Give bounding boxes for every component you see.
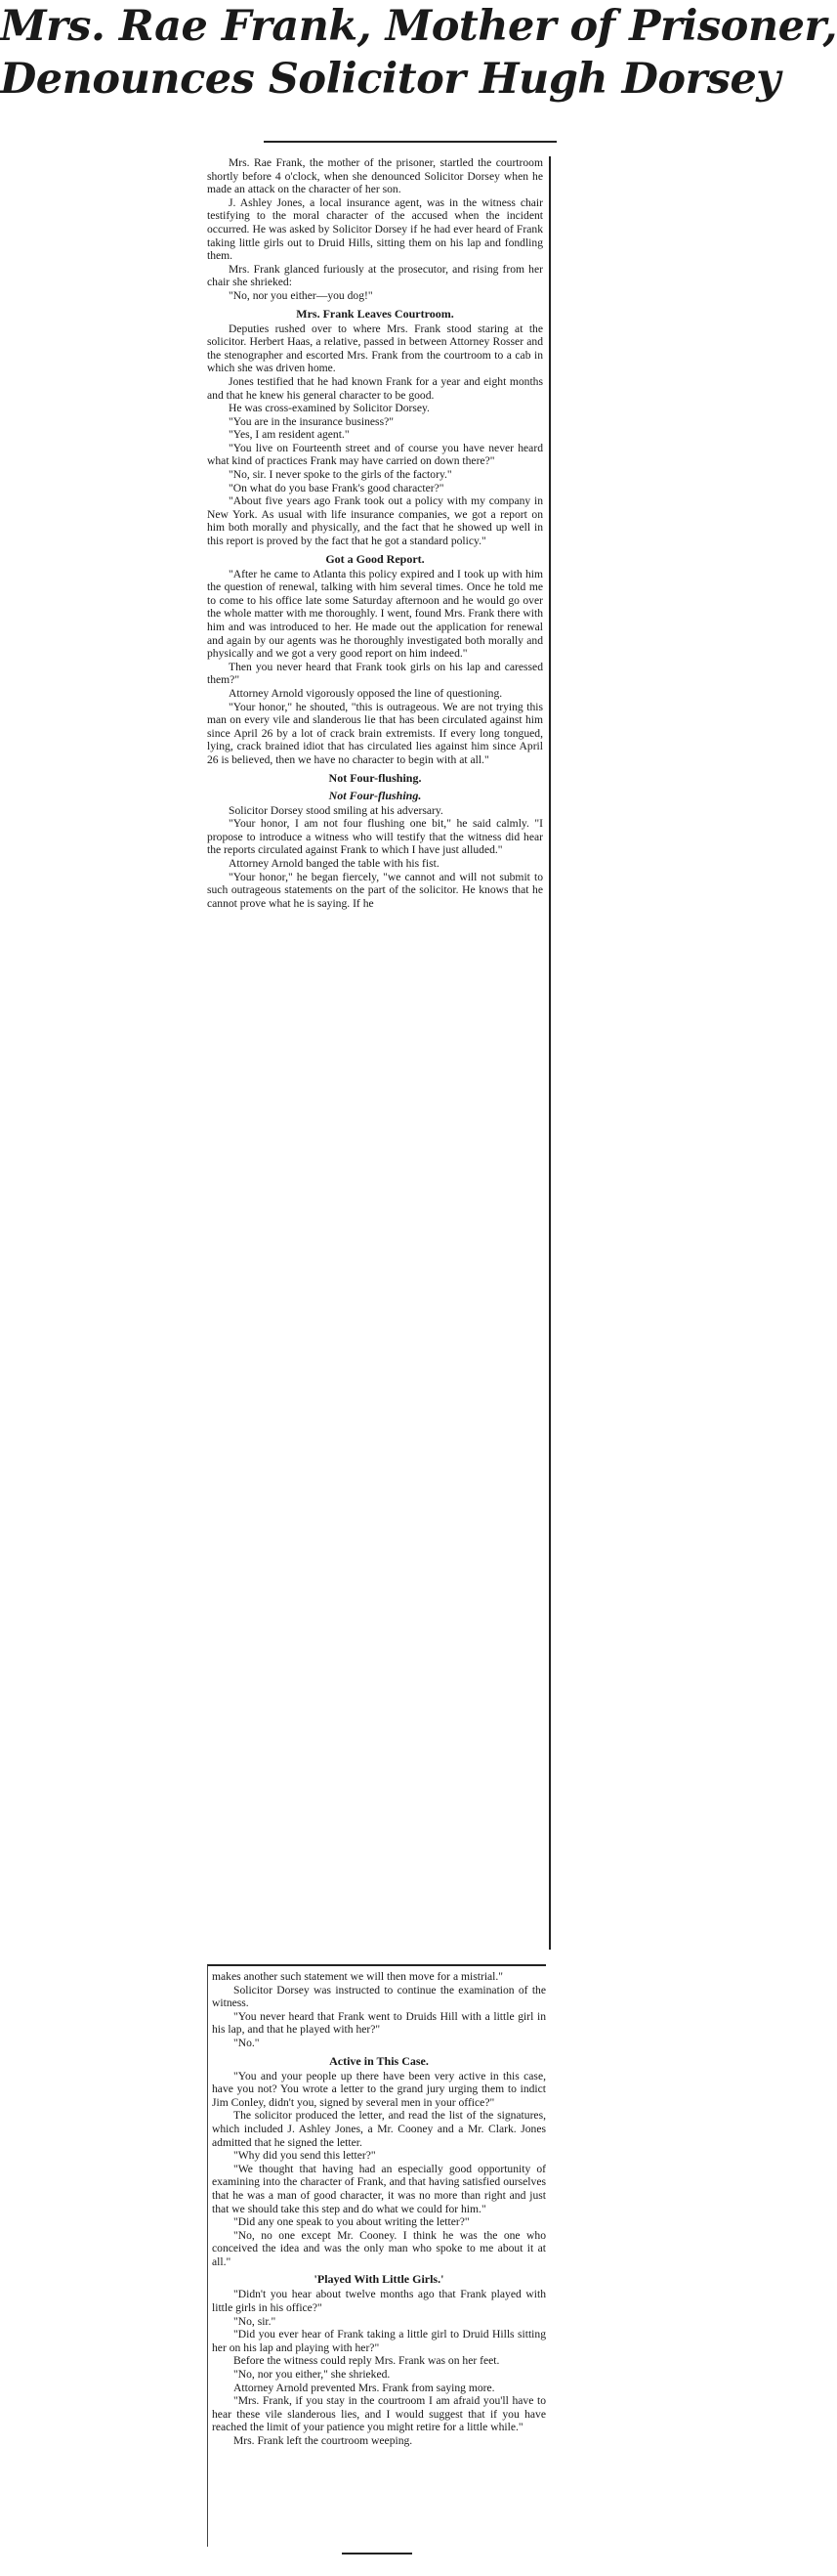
paragraph: "About five years ago Frank took out a policy with my company in New York. As usual with life insurance companies, we got a report on him both morally and physically, and the fact that he showed up well in this report is proved by the fact that he got a standard policy." [207, 494, 543, 548]
headline-line-2: Denounces Solicitor Hugh Dorsey [0, 55, 780, 104]
paragraph: Attorney Arnold prevented Mrs. Frank from saying more. [233, 2381, 495, 2394]
paragraph: "You live on Fourteenth street and of course you have never heard what kind of practices Frank may have carried on down there?" [207, 441, 543, 468]
paragraph: J. Ashley Jones, a local insurance agent, was in the witness chair testifying to the moral character of the accused when the incident occurred. He was asked by Solicitor Dorsey if he had ever heard of Frank taking little girls out to Druid Hills, sitting them on his lap and fondling them. [207, 195, 543, 263]
paragraph: Jones testified that he had known Frank for a year and eight months and that he knew his general character to be good. [207, 374, 543, 402]
paragraph: "On what do you base Frank's good character?" [229, 481, 444, 494]
subheading: Not Four-flushing. [328, 788, 422, 802]
paragraph: "You and your people up there have been very active in this case, have you not? You wrote a letter to the grand jury urging them to indict Jim Conley, didn't you, signed by several men in your office?" [212, 2069, 546, 2109]
paragraph: makes another such statement we will then move for a mistrial." [212, 1970, 504, 1983]
paragraph: Mrs. Frank glanced furiously at the prosecutor, and rising from her chair she shrieked: [207, 262, 543, 289]
paragraph: Then you never heard that Frank took girls on his lap and caressed them?" [207, 660, 543, 687]
subheading: Active in This Case. [329, 2053, 429, 2068]
paragraph: "No." [233, 2036, 260, 2049]
headline-underline [264, 141, 557, 143]
paragraph: "Your honor," he began fiercely, "we cannot and will not submit to such outrageous statements on the part of the solicitor. He knows that he cannot prove what he is saying. If he [207, 870, 543, 910]
paragraph: "No, sir. I never spoke to the girls of the factory." [229, 468, 452, 482]
paragraph: The solicitor produced the letter, and read the list of the signatures, which included J. Ashley Jones, a Mr. Cooney and a Mr. Clark. Jones admitted that he signed the letter. [212, 2109, 546, 2149]
paragraph: "Mrs. Frank, if you stay in the courtroom I am afraid you'll have to hear these vile slanderous lies, and I would suggest that if you have reached the limit of your patience you might retire for a little while." [212, 2394, 546, 2434]
paragraph: "Didn't you hear about twelve months ago that Frank played with little girls in his office?" [212, 2288, 546, 2315]
paragraph: Solicitor Dorsey stood smiling at his adversary. [229, 803, 443, 817]
paragraph: "You never heard that Frank went to Druids Hill with a little girl in his lap, and that he played with her?" [212, 2009, 546, 2037]
paragraph: "Your honor," he shouted, "this is outrageous. We are not trying this man on every vile and slanderous lie that has been circulated against him since April 26 by a lot of crack brain extremists. If every long tongued, lying, crack brained idiot that has circulated lies against him since April 26 is believed, then we have no character to begin with at all." [207, 700, 543, 766]
paragraph: "Did any one speak to you about writing the letter?" [233, 2215, 470, 2229]
headline [0, 0, 837, 106]
paragraph: "Your honor, I am not four flushing one bit," he said calmly. "I propose to introduce a witness who will testify that the witness did hear the reports circulated against Frank to which I have just alluded." [207, 817, 543, 857]
paragraph: "No, sir." [233, 2314, 276, 2328]
paragraph: "Why did you send this letter?" [233, 2149, 376, 2163]
paragraph: Before the witness could reply Mrs. Frank was on her feet. [233, 2354, 500, 2368]
paragraph: Mrs. Frank left the courtroom weeping. [233, 2434, 413, 2447]
paragraph: "No, nor you either," she shrieked. [233, 2368, 391, 2382]
article-column-2 [207, 1964, 546, 2547]
subheading: Not Four-flushing. [328, 770, 422, 785]
paragraph: Attorney Arnold vigorously opposed the line of questioning. [229, 686, 503, 700]
paragraph: "We thought that having had an especially good opportunity of examining into the character of Frank, and that having satisfied ourselves that he was a man of good character, it was no more than right and just that we should take this step and do what we could for him." [212, 2162, 546, 2215]
subheading: 'Played With Little Girls.' [314, 2272, 444, 2287]
paragraph: Deputies rushed over to where Mrs. Frank stood staring at the solicitor. Herbert Haas, a relative, passed in between Attorney Rosser and the stenographer and escorted Mrs. Frank from the courtroom to a cab in which she was driven home. [207, 322, 543, 375]
paragraph: Mrs. Rae Frank, the mother of the prisoner, startled the courtroom shortly before 4 o'clock, when she denounced Solicitor Dorsey when he made an attack on the character of her son. [207, 156, 543, 196]
paragraph: "Yes, I am resident agent." [229, 428, 350, 442]
paragraph: "You are in the insurance business?" [229, 414, 394, 428]
paragraph: Solicitor Dorsey was instructed to continue the examination of the witness. [212, 1983, 546, 2010]
paragraph: Attorney Arnold banged the table with his fist. [229, 856, 439, 870]
article-column-1 [207, 156, 551, 1950]
paragraph: He was cross-examined by Solicitor Dorsey. [229, 402, 430, 415]
subheading: Got a Good Report. [325, 551, 425, 566]
paragraph: "Did you ever hear of Frank taking a little girl to Druid Hills sitting her on his lap and playing with her?" [212, 2328, 546, 2354]
headline-line-1: Mrs. Rae Frank, Mother of Prisoner, [0, 2, 837, 51]
subheading: Mrs. Frank Leaves Courtroom. [296, 306, 454, 321]
paragraph: "After he came to Atlanta this policy expired and I took up with him the question of renewal, talking with him several times. Once he told me to come to his office late some Saturday afternoon and he would go over the whole matter with me thoroughly. I went, found Mrs. Frank there with him and was introduced to her. He made out the application for renewal and again by our agents was he thoroughly investigated both morally and physically and we got a very good report on him indeed." [207, 567, 543, 661]
paragraph: "No, nor you either—you dog!" [229, 288, 373, 302]
paragraph: "No, no one except Mr. Cooney. I think he was the one who conceived the idea and was the only man who spoke to me about it at all." [212, 2228, 546, 2268]
end-rule [342, 2553, 412, 2555]
